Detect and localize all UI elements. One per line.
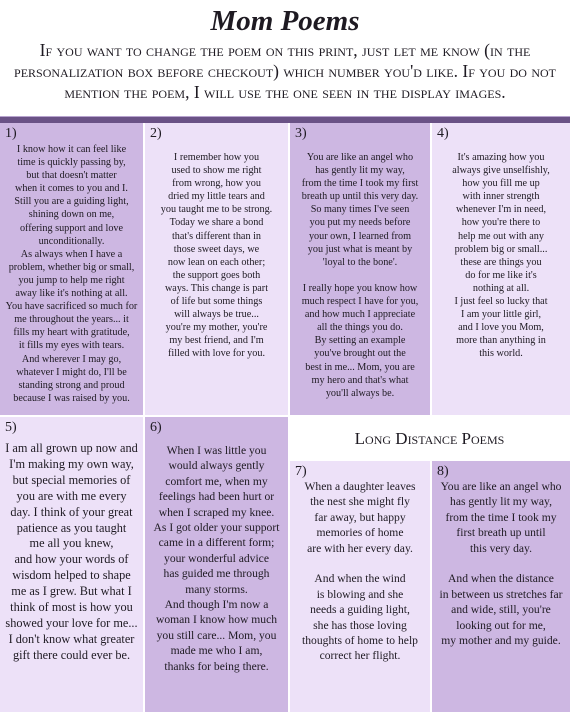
poem-text: I know how it can feel like time is quickly passing by, but that doesn't matter when it comes to you and I. Still you are a guiding light, shining down on me, offering support and love unconditionally. As always when I have a problem, whether big or small, you jump to help me right away like it's nothing at all. You have sacrificed so much for me throughout the years... it fills my heart with gratitude, it fills my eyes with tears. And wherever I may go, whatever I might do, I'll be standing strong and proud because I was raised by you. bbox=[5, 144, 138, 404]
header bbox=[0, 0, 570, 118]
poem-card-5 bbox=[0, 417, 143, 712]
poem-card-6 bbox=[145, 417, 288, 712]
poem-number: 4) bbox=[437, 126, 449, 141]
intro-text: If you want to change the poem on this print, just let me know (in the personalization box before checkout) which number you'd like. If you do not mention the poem, I will use the one seen in the display images. bbox=[14, 40, 556, 102]
poem-card-4 bbox=[432, 123, 570, 415]
poem-card-1 bbox=[0, 123, 143, 415]
poem-number: 7) bbox=[295, 464, 307, 479]
poem-number: 1) bbox=[5, 126, 17, 141]
section-title: Long Distance Poems bbox=[354, 429, 505, 448]
poem-card-3 bbox=[290, 123, 430, 415]
poem-text: It's amazing how you always give unselfishly, how you fill me up with inner strength whenever I'm in need, how you're there to help me out with any problem big or small... these are things you do for me like it's nothing at all. I just feel so lucky that I am your little girl, and I love you Mom, more than anything in this world. bbox=[452, 152, 550, 360]
poem-text: When I was little you would always gently comfort me, when my feelings had been hurt or when I scraped my knee. As I got older your support came in a different form; your wonderful advice has guided me through many storms. And though I'm now a woman I know how much you still care... Mom, you made me who I am, thanks for being there. bbox=[153, 444, 280, 673]
poem-text: I am all grown up now and I'm making my own way, but special memories of you are with me every day. I think of your great patience as you taught me all you knew, and how your words of wisdom helped to shape me as I grew. But what I think of most is how you showed your love for me... I don't know what greater gift there could ever be. bbox=[5, 441, 138, 662]
poem-text: You are like an angel who has gently lit my way, from the time I took my first breath up until this very day. So many times I've seen you put my needs before your own, I learned from you just what is meant by 'loyal to the bone'. I really hope you know how much respect I have for you, and how much I appreciate all the things you do. By setting an example you've brought out the best in me... Mom, you are my hero and that's what you'll always be. bbox=[301, 152, 419, 399]
poem-number: 3) bbox=[295, 126, 307, 141]
poem-card-8 bbox=[432, 461, 570, 712]
poem-number: 2) bbox=[150, 126, 162, 141]
poem-text: When a daughter leaves the nest she might fly far away, but happy memories of home are with her every day. And when the wind is blowing and she needs a guiding light, she has those loving thoughts of home to help correct her flight. bbox=[302, 480, 418, 663]
poem-card-2 bbox=[145, 123, 288, 415]
poem-number: 5) bbox=[5, 420, 17, 435]
poem-grid bbox=[0, 123, 570, 712]
page-title: Mom Poems bbox=[210, 5, 360, 37]
poem-card-7 bbox=[290, 461, 430, 712]
poem-number: 8) bbox=[437, 464, 449, 479]
poem-text: You are like an angel who has gently lit my way, from the time I took my first breath up until this very day. And when the distance in between us stretches far and wide, still, you're looking out for me, my mother and my guide. bbox=[439, 480, 563, 648]
poem-number: 6) bbox=[150, 420, 162, 435]
poem-text: I remember how you used to show me right from wrong, how you dried my little tears and you taught me to be strong. Today we share a bond that's different than in those sweet days, we now lean on each other; the support goes both ways. This change is part of life but some things will always be true... you're my mother, you're my best friend, and I'm filled with love for you. bbox=[160, 152, 273, 360]
section-heading-box bbox=[289, 417, 570, 461]
